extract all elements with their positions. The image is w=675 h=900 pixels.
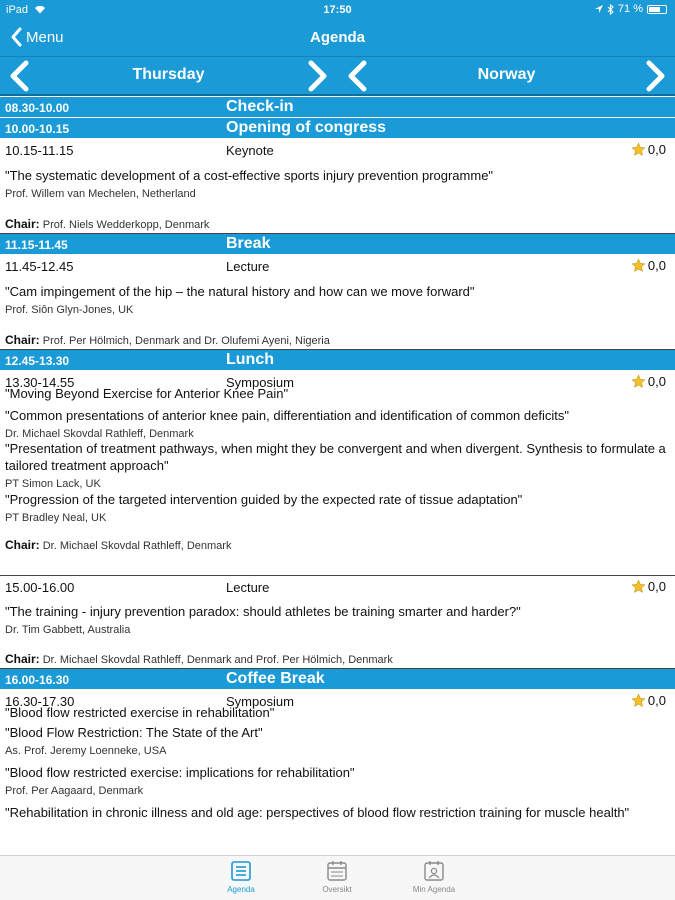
room-label: Norway	[477, 66, 536, 83]
star-icon	[631, 579, 646, 594]
rating-button[interactable]	[631, 693, 666, 708]
break-row	[0, 669, 675, 690]
star-icon	[631, 142, 646, 157]
star-icon	[631, 258, 646, 273]
tab-bar	[0, 855, 675, 900]
star-icon	[631, 693, 646, 708]
status-right	[595, 3, 667, 15]
chair-names: Prof. Per Hölmich, Denmark and Dr. Olufemi Ayeni, Nigeria	[42, 335, 330, 347]
talk-speaker: As. Prof. Jeremy Loenneke, USA	[5, 745, 167, 757]
location-icon	[595, 5, 603, 14]
tab-min-agenda[interactable]	[394, 860, 474, 898]
session-header	[0, 139, 675, 160]
break-row	[0, 350, 675, 371]
session-type: Lecture	[226, 259, 270, 274]
session-chair	[5, 652, 393, 666]
rating-value: 0,0	[647, 142, 666, 157]
talk-title: "Presentation of treatment pathways, when might they be convergent and when divergent. Synthesis to formulate a tailored treatment approach"	[5, 441, 666, 473]
session-row[interactable]	[0, 255, 675, 350]
rating-button[interactable]	[631, 374, 666, 389]
tab-oversikt-label: Oversikt	[322, 885, 352, 894]
session-chair	[5, 538, 231, 552]
session-title: "Blood flow restricted exercise in rehabilitation"	[5, 705, 275, 720]
page-title: Agenda	[309, 29, 365, 46]
rating-value: 0,0	[647, 258, 666, 273]
device-name: iPad	[6, 4, 29, 16]
chair-label: Chair:	[5, 652, 40, 666]
talk-title: "Blood flow restricted exercise: implications for rehabilitation"	[5, 765, 355, 780]
break-time: 12.45-13.30	[5, 354, 70, 368]
rating-value: 0,0	[647, 374, 666, 389]
session-row[interactable]	[0, 576, 675, 669]
agenda-list[interactable]	[0, 97, 675, 855]
star-icon	[631, 374, 646, 389]
rating-value: 0,0	[647, 579, 666, 594]
talk-title: "Cam impingement of the hip – the natural history and how can we move forward"	[5, 284, 475, 299]
talk-speaker: Prof. Per Aagaard, Denmark	[5, 785, 144, 797]
my-agenda-tab-icon	[423, 860, 445, 882]
room-selector	[338, 57, 675, 95]
tab-min-agenda-label: Min Agenda	[412, 885, 456, 894]
next-day-button[interactable]	[299, 60, 333, 92]
overview-tab-icon	[326, 860, 348, 882]
break-time: 11.15-11.45	[5, 238, 68, 252]
talk-title: "Progression of the targeted intervention guided by the expected rate of tissue adaptation"	[5, 492, 523, 507]
chair-names: Prof. Niels Wedderkopp, Denmark	[42, 219, 210, 231]
rating-button[interactable]	[631, 142, 666, 157]
menu-back-label: Menu	[26, 28, 64, 46]
talk-title: "The training - injury prevention paradox: should athletes be training smarter and harder?"	[5, 604, 521, 619]
session-row[interactable]	[0, 139, 675, 234]
talk-speaker: Prof. Siôn Glyn-Jones, UK	[5, 304, 134, 316]
session-chair	[5, 217, 209, 231]
talk-title: "Rehabilitation in chronic illness and old age: perspectives of blood flow restriction training for muscle health"	[5, 805, 630, 820]
talk-speaker: Dr. Michael Skovdal Rathleff, Denmark	[5, 428, 194, 440]
rating-button[interactable]	[631, 258, 666, 273]
chair-label: Chair:	[5, 333, 40, 347]
talk-title: "Blood Flow Restriction: The State of the Art"	[5, 725, 263, 740]
rating-value: 0,0	[647, 693, 666, 708]
status-time: 17:50	[323, 4, 352, 16]
selector-bar	[0, 56, 675, 96]
day-label: Thursday	[132, 66, 205, 83]
session-row[interactable]	[0, 690, 675, 855]
break-row	[0, 118, 675, 139]
chair-names: Dr. Michael Skovdal Rathleff, Denmark	[42, 540, 232, 552]
previous-day-button[interactable]	[4, 60, 38, 92]
agenda-tab-icon	[230, 860, 252, 882]
break-title: Opening of congress	[226, 119, 387, 136]
break-title: Check-in	[226, 98, 294, 115]
tab-oversikt[interactable]	[297, 860, 377, 898]
previous-room-button[interactable]	[342, 60, 376, 92]
chair-label: Chair:	[5, 217, 40, 231]
session-chair	[5, 333, 330, 347]
session-row[interactable]	[0, 371, 675, 576]
talk-speaker: PT Simon Lack, UK	[5, 478, 101, 490]
session-header	[0, 576, 675, 597]
session-title: "Moving Beyond Exercise for Anterior Knee Pain"	[5, 386, 289, 401]
bluetooth-icon	[607, 4, 614, 15]
next-room-button[interactable]	[637, 60, 671, 92]
session-time: 16.30-17.30	[5, 694, 75, 709]
battery-icon	[647, 5, 667, 14]
break-row	[0, 234, 675, 255]
rating-button[interactable]	[631, 579, 666, 594]
day-selector	[0, 57, 337, 95]
break-time: 08.30-10.00	[5, 101, 70, 115]
chevron-right-icon	[299, 60, 333, 92]
talk-speaker: Prof. Willem van Mechelen, Netherland	[5, 188, 196, 200]
break-title: Lunch	[226, 351, 274, 368]
talk-speaker: PT Bradley Neal, UK	[5, 512, 107, 524]
back-chevron-icon	[10, 27, 22, 47]
talk-speaker: Dr. Tim Gabbett, Australia	[5, 624, 131, 636]
chair-label: Chair:	[5, 538, 40, 552]
talk-title: "Common presentations of anterior knee pain, differentiation and identification of common deficits"	[5, 408, 569, 423]
break-title: Break	[226, 235, 271, 252]
status-bar	[0, 0, 675, 20]
break-time: 10.00-10.15	[5, 122, 70, 136]
session-time: 13.30-14.55	[5, 375, 75, 390]
session-type: Symposium	[226, 694, 294, 709]
nav-bar	[0, 20, 675, 56]
session-type: Keynote	[226, 143, 274, 158]
chevron-left-icon	[342, 60, 376, 92]
tab-agenda[interactable]	[201, 860, 281, 898]
session-type: Symposium	[226, 375, 294, 390]
chair-names: Dr. Michael Skovdal Rathleff, Denmark and Prof. Per Hölmich, Denmark	[42, 654, 393, 666]
tab-agenda-label: Agenda	[227, 885, 255, 894]
battery-percent: 71 %	[617, 3, 643, 15]
session-type: Lecture	[226, 580, 270, 595]
break-title: Coffee Break	[226, 670, 325, 687]
break-time: 16.00-16.30	[5, 673, 70, 687]
break-row	[0, 97, 675, 118]
chevron-left-icon	[4, 60, 38, 92]
talk-title: "The systematic development of a cost-effective sports injury prevention programme"	[5, 168, 494, 183]
session-time: 15.00-16.00	[5, 580, 75, 595]
session-time: 10.15-11.15	[5, 143, 74, 158]
chevron-right-icon	[637, 60, 671, 92]
menu-back-button[interactable]	[10, 27, 64, 47]
session-time: 11.45-12.45	[5, 259, 74, 274]
session-header	[0, 255, 675, 276]
